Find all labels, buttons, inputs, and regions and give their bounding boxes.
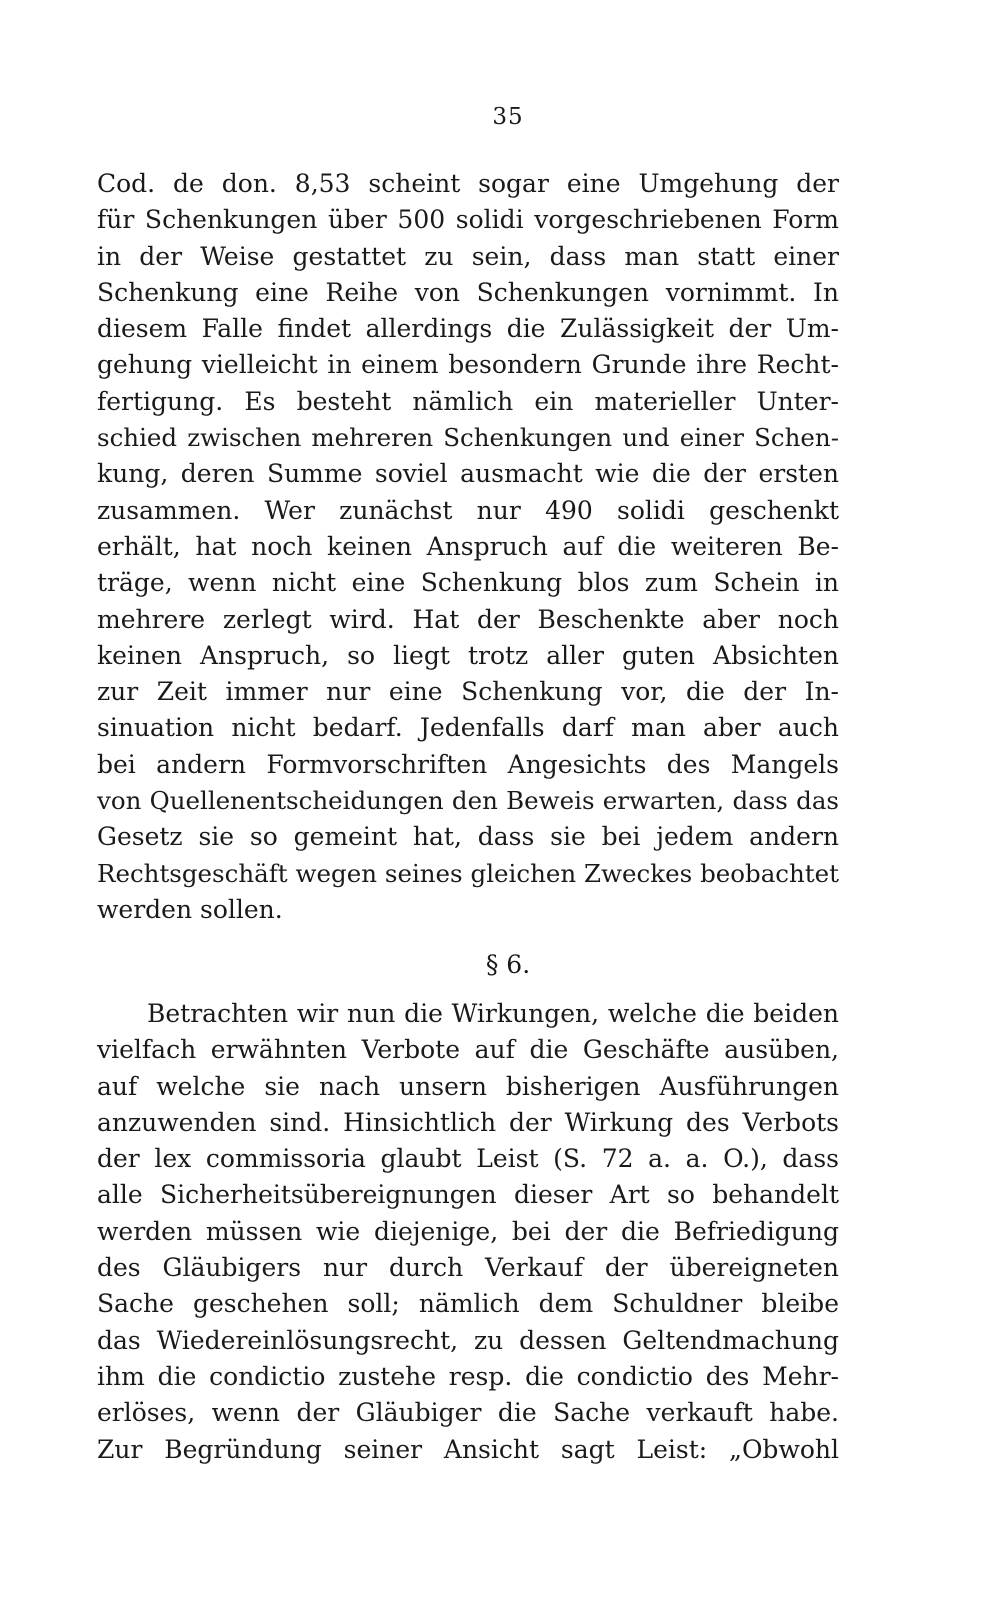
text-line: werden sollen. [97,894,283,924]
text-line: in der Weise gestattet zu sein, dass man statt einer [97,241,839,271]
text-line: sinuation nicht bedarf. Jedenfalls darf man aber auch [97,713,839,743]
text-line: gehung vielleicht in einem besondern Grunde ihre Recht- [97,350,839,380]
page-number: 35 [492,104,524,130]
paragraph-wirkungen [97,996,839,1468]
paragraph-schenkung [97,166,839,928]
text-line: Schenkung eine Reihe von Schenkungen vornimmt. In [97,277,839,307]
text-line: der lex commissoria glaubt Leist (S. 72 a. a. O.), dass [97,1144,839,1174]
text-line: kung, deren Summe soviel ausmacht wie die der ersten [97,459,839,489]
text-line: träge, wenn nicht eine Schenkung blos zum Schein in [97,568,839,598]
text-line: schied zwischen mehreren Schenkungen und einer Schen- [97,423,839,453]
text-line: zusammen. Wer zunächst nur 490 solidi geschenkt [97,495,839,525]
text-line: Betrachten wir nun die Wirkungen, welche die beiden [147,999,839,1028]
section-heading: § 6. [485,950,531,979]
text-line: Zur Begründung seiner Ansicht sagt Leist: „Obwohl [97,1434,839,1464]
text-line: auf welche sie nach unsern bisherigen Ausführungen [97,1071,839,1101]
text-line: Cod. de don. 8,53 scheint sogar eine Umgehung der [97,169,839,198]
text-line: Gesetz sie so gemeint hat, dass sie bei jedem andern [97,822,839,852]
text-line: fertigung. Es besteht nämlich ein materieller Unter- [97,386,839,416]
text-line: für Schenkungen über 500 solidi vorgeschriebenen Form [97,205,839,235]
text-line: das Wiedereinlösungsrecht, zu dessen Geltendmachung [97,1325,839,1355]
text-line: erhält, hat noch keinen Anspruch auf die weiteren Be- [97,531,839,561]
text-line: vielfach erwähnten Verbote auf die Geschäfte ausüben, [97,1035,839,1065]
text-line: ihm die condictio zustehe resp. die condictio des Mehr- [97,1361,839,1391]
text-line: Rechtsgeschäft wegen seines gleichen Zweckes beobachtet [97,858,839,888]
text-line: anzuwenden sind. Hinsichtlich der Wirkung des Verbots [97,1107,839,1137]
text-line: keinen Anspruch, so liegt trotz aller guten Absichten [97,640,839,670]
text-line: mehrere zerlegt wird. Hat der Beschenkte aber noch [97,604,839,634]
text-line: alle Sicherheitsübereignungen dieser Art so behandelt [97,1180,839,1210]
text-line: Sache geschehen soll; nämlich dem Schuldner bleibe [97,1289,839,1319]
text-line: von Quellenentscheidungen den Beweis erwarten, dass das [97,786,839,816]
text-line: diesem Falle findet allerdings die Zulässigkeit der Um- [97,314,839,344]
text-line: erlöses, wenn der Gläubiger die Sache verkauft habe. [97,1398,839,1428]
text-line: des Gläubigers nur durch Verkauf der übereigneten [97,1253,839,1283]
text-line: bei andern Formvorschriften Angesichts des Mangels [97,749,839,779]
text-line: werden müssen wie diejenige, bei der die Befriedigung [97,1216,839,1246]
text-line: zur Zeit immer nur eine Schenkung vor, die der In- [97,677,839,707]
